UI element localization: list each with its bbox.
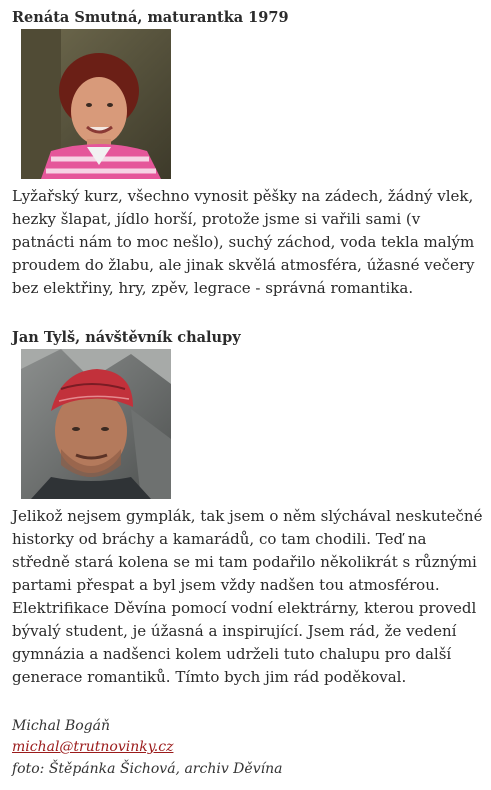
photo-credit: foto: Štěpánka Šichová, archiv Děvína	[12, 761, 283, 777]
person2-photo	[21, 349, 171, 499]
author-signature: Michal Bogáň	[12, 718, 110, 734]
portrait-man-bandana-photo-icon	[21, 349, 171, 499]
portrait-woman-photo-icon	[21, 29, 171, 179]
person2-name: Jan Tylš, návštěvník chalupy	[12, 329, 241, 346]
person1-name: Renáta Smutná, maturantka 1979	[12, 9, 289, 26]
person2-quote: Jelikož nejsem gymplák, tak jsem o něm slýchával neskutečné historky od bráchy a kamarádů, co tam chodili. Teď na středně stará kolena se mi tam podařilo několikrát s různými partami přespat a byl jsem vždy nadšen tou atmosférou. Elektrifikace Děvína pomocí vodní elektrárny, kterou provedl bývalý student, je úžasná a inspirující. Jsem rád, že vedení gymnázia a nadšenci kolem udrželi tuto chalupu pro další generace romantiků. Tímto bych jim rád poděkoval.	[12, 507, 483, 686]
person1-photo	[21, 29, 171, 179]
author-email-link[interactable]: michal@trutnovinky.cz	[12, 739, 174, 755]
person1-quote: Lyžařský kurz, všechno vynosit pěšky na zádech, žádný vlek, hezky šlapat, jídlo horší, protože jsme si vařili sami (v patnácti nám to moc nešlo), suchý záchod, voda tekla malým proudem do žlabu, ale jinak skvělá atmosféra, úžasné večery bez elektřiny, hry, zpěv, legrace - správná romantika.	[12, 187, 475, 297]
